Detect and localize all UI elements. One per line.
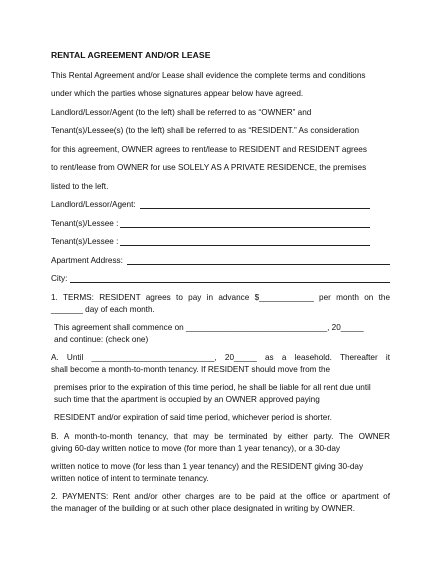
payments-line: the manager of the building or at such other place designated in writing by OWNER. (51, 504, 356, 513)
intro-line: to rent/lease from OWNER for use SOLELY AS A PRIVATE RESIDENCE, the premises (51, 163, 367, 172)
option-a-line: RESIDENT and/or expiration of said time period, whichever period is shorter. (54, 413, 332, 422)
intro-line: for this agreement, OWNER agrees to rent/lease to RESIDENT and RESIDENT agrees (51, 145, 367, 154)
intro-line: This Rental Agreement and/or Lease shall evidence the complete terms and conditions (51, 71, 366, 80)
option-b-line: written notice to move (for less than 1 year tenancy) and the RESIDENT giving 30-day (51, 462, 364, 471)
payments-line: 2. PAYMENTS: Rent and/or other charges are to be paid at the office or apartment of (51, 492, 390, 501)
option-a-line: such time that the apartment is occupied by an OWNER approved paying (54, 395, 320, 404)
option-a-line: premises prior to the expiration of this time period, he shall be liable for all rent due until (54, 383, 371, 392)
tenant-label-2: Tenant(s)/Lessee : (51, 237, 119, 246)
option-b-line: written notice of intent to terminate tenancy. (51, 474, 209, 483)
apartment-address-label: Apartment Address: (51, 256, 123, 265)
intro-line: Landlord/Lessor/Agent (to the left) shall be referred to as “OWNER” and (51, 108, 312, 117)
apartment-address-field[interactable] (127, 264, 390, 265)
tenant-field-2[interactable] (120, 245, 370, 246)
terms-line: _______ day of each month. (51, 305, 155, 314)
terms-line: 1. TERMS: RESIDENT agrees to pay in advance $____________ per month on the (51, 293, 390, 302)
document-title: RENTAL AGREEMENT AND/OR LEASE (51, 50, 211, 60)
landlord-label: Landlord/Lessor/Agent: (51, 200, 136, 209)
intro-line: Tenant(s)/Lessee(s) (to the left) shall be referred to as “RESIDENT.” As consideration (51, 126, 360, 135)
tenant-field[interactable] (120, 227, 370, 228)
city-label: City: (51, 274, 68, 283)
option-b-line: B. A month-to-month tenancy, that may be terminated by either party. The OWNER (51, 432, 390, 441)
option-a-line: A. Until ___________________________, 20_____ as a leasehold. Thereafter it (51, 353, 390, 362)
commence-line: and continue: (check one) (54, 335, 149, 344)
intro-line: listed to the left. (51, 182, 109, 191)
tenant-label: Tenant(s)/Lessee : (51, 219, 119, 228)
commence-line: This agreement shall commence on _______________________________, 20_____ (54, 323, 364, 332)
option-a-line: shall become a month-to-month tenancy. If RESIDENT should move from the (51, 365, 331, 374)
city-field[interactable] (70, 282, 390, 283)
intro-line: under which the parties whose signatures appear below have agreed. (51, 89, 304, 98)
option-b-line: giving 60-day written notice to move (for more than 1 year tenancy), or a 30-day (51, 444, 340, 453)
landlord-field[interactable] (140, 208, 370, 209)
